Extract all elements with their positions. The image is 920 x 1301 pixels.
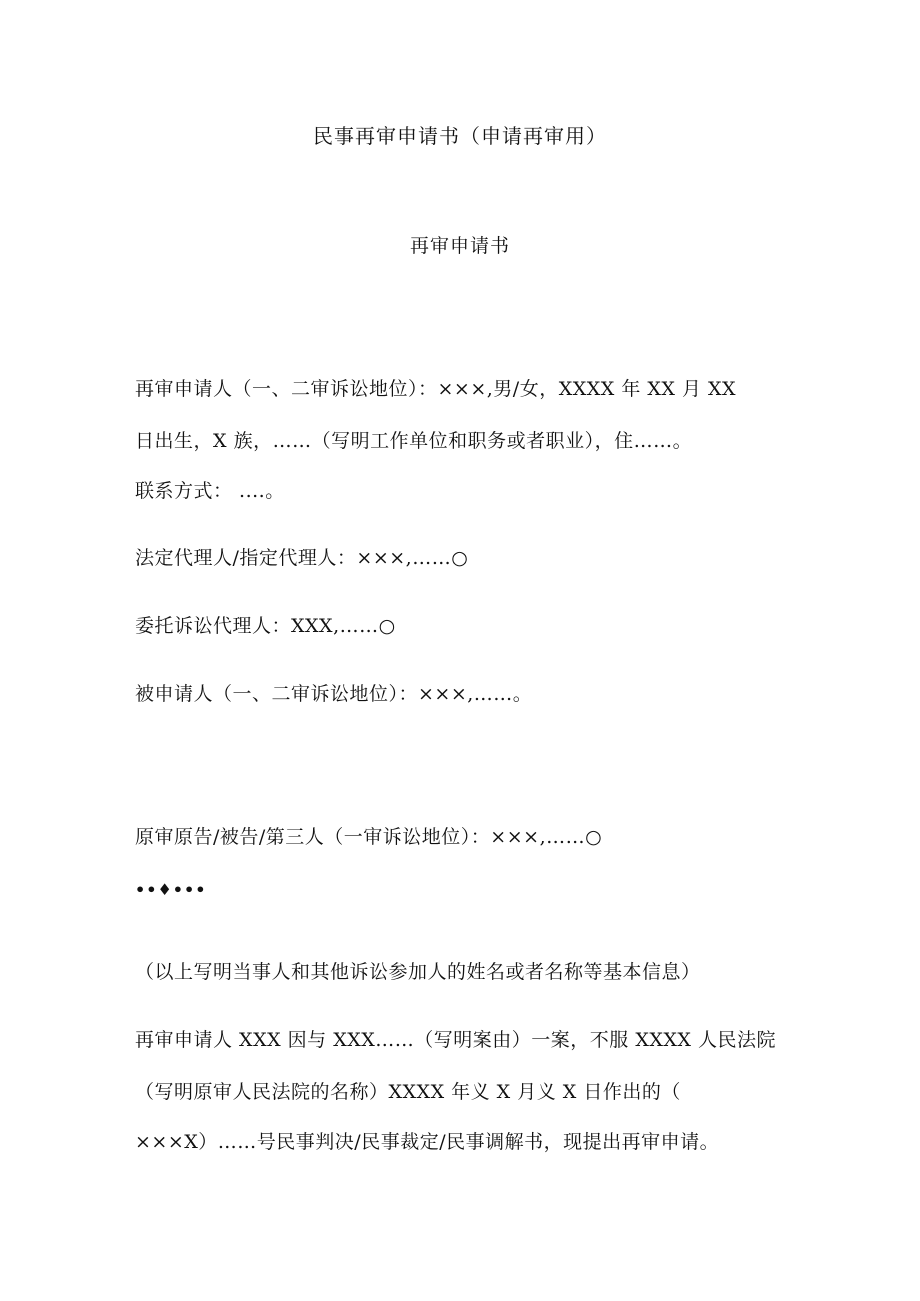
applicant-line-2: 日出生，X 族，……（写明工作单位和职务或者职业），住……。: [135, 430, 693, 452]
respondent-line: 被申请人（一、二审诉讼地位）：×××,……。: [135, 683, 533, 705]
contact-line: 联系方式： ....。: [135, 480, 285, 502]
body-line-3: ×××X）……号民事判决/民事裁定/民事调解书，现提出再审申请。: [135, 1131, 720, 1153]
note-line: （以上写明当事人和其他诉讼参加人的姓名或者名称等基本信息）: [135, 961, 701, 983]
entrusted-agent-line: 委托诉讼代理人：XXX,……○: [135, 615, 396, 637]
document-subtitle: 再审申请书: [409, 235, 510, 257]
applicant-line-1: 再审申请人（一、二审诉讼地位）：×××,男/女，XXXX 年 XX 月 XX: [135, 378, 737, 400]
ellipsis-marks: ••♦•••: [135, 880, 207, 899]
legal-agent-line: 法定代理人/指定代理人：×××,……○: [135, 547, 469, 569]
original-party-line: 原审原告/被告/第三人（一审诉讼地位）：×××,……○: [135, 826, 603, 848]
body-line-1: 再审申请人 XXX 因与 XXX……（写明案由）一案，不服 XXXX 人民法院: [135, 1029, 776, 1051]
document-title: 民事再审申请书（申请再审用）: [313, 124, 607, 148]
body-line-2: （写明原审人民法院的名称）XXXX 年义 X 月义 X 日作出的（: [135, 1081, 681, 1103]
